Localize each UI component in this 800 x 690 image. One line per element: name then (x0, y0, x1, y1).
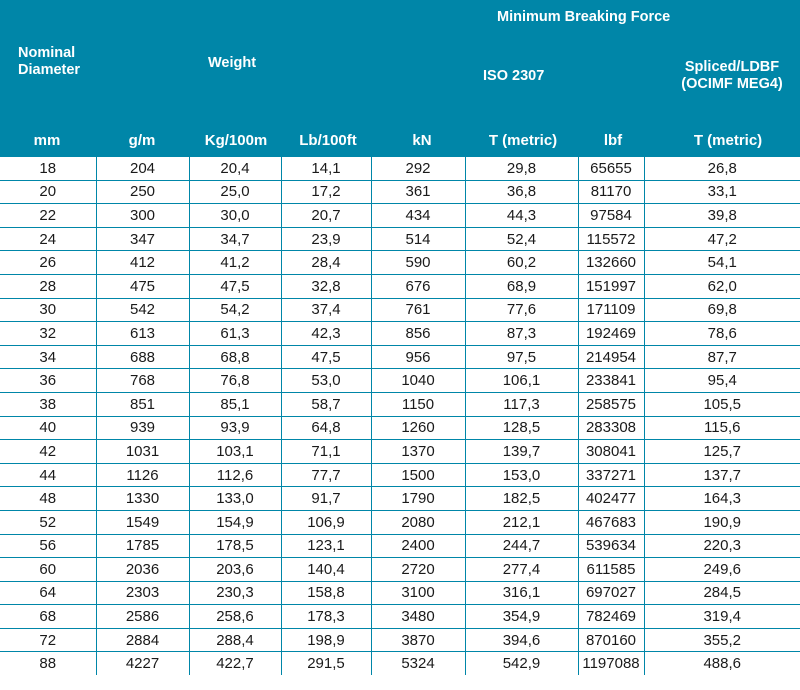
table-cell: 32,8 (281, 274, 371, 298)
table-cell: 60 (0, 558, 96, 582)
table-cell: 34 (0, 345, 96, 369)
table-cell: 542 (96, 298, 189, 322)
table-cell: 347 (96, 227, 189, 251)
table-row (0, 440, 800, 464)
table-cell: 467683 (578, 510, 644, 534)
table-cell: 190,9 (644, 510, 800, 534)
table-row (0, 180, 800, 204)
table-cell: 18 (0, 157, 96, 180)
table-cell: 539634 (578, 534, 644, 558)
table-row (0, 487, 800, 511)
header-nominal-diameter: Nominal Diameter (18, 45, 81, 78)
table-cell: 91,7 (281, 487, 371, 511)
table-cell: 212,1 (465, 510, 578, 534)
table-row (0, 345, 800, 369)
table-cell: 106,1 (465, 369, 578, 393)
table-row (0, 227, 800, 251)
table-cell: 52,4 (465, 227, 578, 251)
table-cell: 42,3 (281, 322, 371, 346)
table-cell: 258575 (578, 392, 644, 416)
table-cell: 112,6 (189, 463, 281, 487)
table-cell: 24 (0, 227, 96, 251)
table-cell: 1790 (371, 487, 465, 511)
table-cell: 870160 (578, 628, 644, 652)
table-cell: 5324 (371, 652, 465, 675)
table-row (0, 157, 800, 180)
table-cell: 26,8 (644, 157, 800, 180)
table-row (0, 605, 800, 629)
table-row (0, 322, 800, 346)
table-cell: 154,9 (189, 510, 281, 534)
table-cell: 133,0 (189, 487, 281, 511)
table-cell: 856 (371, 322, 465, 346)
table-cell: 2036 (96, 558, 189, 582)
table-cell: 40 (0, 416, 96, 440)
table-cell: 65655 (578, 157, 644, 180)
table-cell: 3480 (371, 605, 465, 629)
table-cell: 611585 (578, 558, 644, 582)
table-cell: 1126 (96, 463, 189, 487)
table-cell: 2884 (96, 628, 189, 652)
table-cell: 64 (0, 581, 96, 605)
table-cell: 72 (0, 628, 96, 652)
table-cell: 1330 (96, 487, 189, 511)
table-cell: 106,9 (281, 510, 371, 534)
table-cell: 153,0 (465, 463, 578, 487)
table-cell: 204 (96, 157, 189, 180)
table-row (0, 534, 800, 558)
table-cell: 402477 (578, 487, 644, 511)
table-cell: 34,7 (189, 227, 281, 251)
table-cell: 128,5 (465, 416, 578, 440)
table-cell: 214954 (578, 345, 644, 369)
table-cell: 20 (0, 180, 96, 204)
table-cell: 56 (0, 534, 96, 558)
table-cell: 2400 (371, 534, 465, 558)
table-cell: 292 (371, 157, 465, 180)
table-cell: 151997 (578, 274, 644, 298)
table-cell: 48 (0, 487, 96, 511)
table-cell: 1150 (371, 392, 465, 416)
table-cell: 354,9 (465, 605, 578, 629)
header-iso-2307: ISO 2307 (483, 68, 545, 84)
table-cell: 171109 (578, 298, 644, 322)
table-cell: 394,6 (465, 628, 578, 652)
table-cell: 851 (96, 392, 189, 416)
table-cell: 1031 (96, 440, 189, 464)
table-cell: 761 (371, 298, 465, 322)
table-cell: 42 (0, 440, 96, 464)
table-cell: 93,9 (189, 416, 281, 440)
table-cell: 20,7 (281, 204, 371, 228)
table-cell: 337271 (578, 463, 644, 487)
unit-label: Kg/100m (204, 132, 268, 149)
table-row (0, 510, 800, 534)
table-cell: 69,8 (644, 298, 800, 322)
table-cell: 25,0 (189, 180, 281, 204)
table-cell: 33,1 (644, 180, 800, 204)
table-cell: 182,5 (465, 487, 578, 511)
table-cell: 158,8 (281, 581, 371, 605)
table-row (0, 369, 800, 393)
header-minimum-breaking-force: Minimum Breaking Force (497, 9, 671, 25)
table-cell: 95,4 (644, 369, 800, 393)
unit-label: lbf (603, 132, 623, 149)
table-cell: 71,1 (281, 440, 371, 464)
table-cell: 28 (0, 274, 96, 298)
table-cell: 87,3 (465, 322, 578, 346)
table-cell: 115,6 (644, 416, 800, 440)
table-row (0, 274, 800, 298)
table-cell: 32 (0, 322, 96, 346)
table-cell: 782469 (578, 605, 644, 629)
table-cell: 140,4 (281, 558, 371, 582)
table-cell: 3870 (371, 628, 465, 652)
table-cell: 422,7 (189, 652, 281, 675)
table-cell: 62,0 (644, 274, 800, 298)
table-cell: 277,4 (465, 558, 578, 582)
table-cell: 2720 (371, 558, 465, 582)
table-cell: 58,7 (281, 392, 371, 416)
table-cell: 77,6 (465, 298, 578, 322)
table-cell: 23,9 (281, 227, 371, 251)
table-cell: 2080 (371, 510, 465, 534)
table-cell: 2303 (96, 581, 189, 605)
unit-label: g/m (128, 132, 156, 149)
table-cell: 288,4 (189, 628, 281, 652)
table-cell: 1500 (371, 463, 465, 487)
table-cell: 53,0 (281, 369, 371, 393)
table-cell: 41,2 (189, 251, 281, 275)
table-cell: 514 (371, 227, 465, 251)
table-cell: 81170 (578, 180, 644, 204)
table-cell: 115572 (578, 227, 644, 251)
table-cell: 54,1 (644, 251, 800, 275)
unit-label: T (metric) (693, 132, 763, 149)
table-cell: 198,9 (281, 628, 371, 652)
table-cell: 44 (0, 463, 96, 487)
table-body (0, 157, 800, 675)
table-row (0, 392, 800, 416)
table-row (0, 416, 800, 440)
table-cell: 39,8 (644, 204, 800, 228)
table-row (0, 463, 800, 487)
table-cell: 47,5 (281, 345, 371, 369)
table-cell: 688 (96, 345, 189, 369)
table-cell: 308041 (578, 440, 644, 464)
table-header (0, 0, 800, 157)
table-cell: 88 (0, 652, 96, 675)
table-cell: 475 (96, 274, 189, 298)
table-cell: 37,4 (281, 298, 371, 322)
table-cell: 125,7 (644, 440, 800, 464)
table-cell: 291,5 (281, 652, 371, 675)
table-cell: 361 (371, 180, 465, 204)
table-cell: 139,7 (465, 440, 578, 464)
table-cell: 768 (96, 369, 189, 393)
table-row (0, 581, 800, 605)
table-row (0, 628, 800, 652)
data-table (0, 157, 800, 675)
table-cell: 1785 (96, 534, 189, 558)
table-cell: 590 (371, 251, 465, 275)
table-cell: 117,3 (465, 392, 578, 416)
table-cell: 956 (371, 345, 465, 369)
table-cell: 78,6 (644, 322, 800, 346)
table-cell: 1549 (96, 510, 189, 534)
table-cell: 319,4 (644, 605, 800, 629)
table-cell: 300 (96, 204, 189, 228)
table-cell: 20,4 (189, 157, 281, 180)
table-cell: 97,5 (465, 345, 578, 369)
table-cell: 355,2 (644, 628, 800, 652)
table-cell: 17,2 (281, 180, 371, 204)
table-cell: 1040 (371, 369, 465, 393)
unit-label: kN (412, 132, 432, 149)
table-cell: 284,5 (644, 581, 800, 605)
table-row (0, 298, 800, 322)
table-cell: 488,6 (703, 655, 742, 673)
table-row (0, 558, 800, 582)
table-cell: 3100 (371, 581, 465, 605)
table-cell: 233841 (578, 369, 644, 393)
table-cell: 1260 (371, 416, 465, 440)
header-spliced-ldbf: Spliced/LDBF (OCIMF MEG4) (681, 59, 783, 92)
table-cell: 77,7 (281, 463, 371, 487)
table-cell: 97584 (578, 204, 644, 228)
table-cell: 54,2 (189, 298, 281, 322)
table-cell: 1197088 (578, 652, 644, 675)
table-cell: 85,1 (189, 392, 281, 416)
table-cell: 103,1 (189, 440, 281, 464)
table-cell: 697027 (578, 581, 644, 605)
unit-label: T (metric) (488, 132, 558, 149)
table-cell: 316,1 (465, 581, 578, 605)
table-cell: 137,7 (644, 463, 800, 487)
table-cell: 36 (0, 369, 96, 393)
table-cell: 939 (96, 416, 189, 440)
table-row (0, 652, 800, 675)
table-cell: 178,5 (189, 534, 281, 558)
table-cell: 220,3 (644, 534, 800, 558)
unit-label: mm (33, 132, 61, 149)
table-cell: 47,2 (644, 227, 800, 251)
table-cell: 164,3 (644, 487, 800, 511)
table-cell: 61,3 (189, 322, 281, 346)
table-cell: 14,1 (281, 157, 371, 180)
table-cell: 64,8 (281, 416, 371, 440)
table-cell: 192469 (578, 322, 644, 346)
table-cell: 60,2 (465, 251, 578, 275)
table-cell: 52 (0, 510, 96, 534)
table-cell: 250 (96, 180, 189, 204)
table-cell: 203,6 (189, 558, 281, 582)
table-cell: 26 (0, 251, 96, 275)
table-cell: 47,5 (189, 274, 281, 298)
table-cell: 76,8 (189, 369, 281, 393)
table-row (0, 204, 800, 228)
table-cell: 68 (0, 605, 96, 629)
table-cell: 283308 (578, 416, 644, 440)
table-cell: 28,4 (281, 251, 371, 275)
table-cell: 68,9 (465, 274, 578, 298)
table-cell: 412 (96, 251, 189, 275)
table-cell: 36,8 (465, 180, 578, 204)
table-cell: 22 (0, 204, 96, 228)
table-cell: 2586 (96, 605, 189, 629)
table-cell: 244,7 (465, 534, 578, 558)
table-cell: 44,3 (465, 204, 578, 228)
table-cell: 30 (0, 298, 96, 322)
table-cell: 38 (0, 392, 96, 416)
table-cell: 105,5 (644, 392, 800, 416)
table-cell: 87,7 (644, 345, 800, 369)
unit-label: Lb/100ft (299, 132, 357, 149)
table-cell: 249,6 (644, 558, 800, 582)
table-cell: 230,3 (189, 581, 281, 605)
table-cell: 30,0 (189, 204, 281, 228)
table-cell: 132660 (578, 251, 644, 275)
table-cell: 29,8 (465, 157, 578, 180)
header-weight: Weight (208, 55, 257, 71)
table-cell: 178,3 (281, 605, 371, 629)
table-cell: 542,9 (465, 652, 578, 675)
table-cell: 4227 (96, 652, 189, 675)
table-cell: 613 (96, 322, 189, 346)
table-cell: 123,1 (281, 534, 371, 558)
table-cell: 1370 (371, 440, 465, 464)
table-row (0, 251, 800, 275)
table-cell: 434 (371, 204, 465, 228)
table-cell: 676 (371, 274, 465, 298)
table-cell: 68,8 (189, 345, 281, 369)
table-cell: 258,6 (189, 605, 281, 629)
